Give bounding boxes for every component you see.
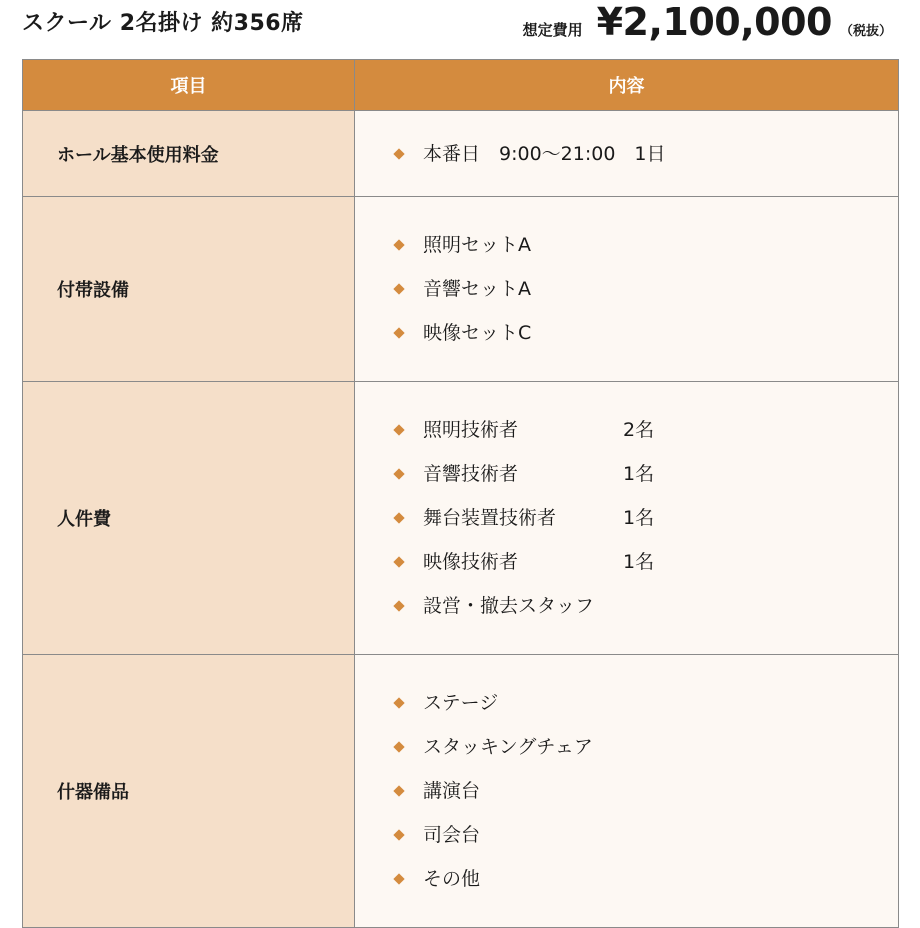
list-item-text: 映像技術者 xyxy=(423,551,519,573)
list-item xyxy=(395,584,898,628)
list-item xyxy=(395,132,898,176)
table-row xyxy=(23,111,899,197)
list-item-text: 映像セットC xyxy=(423,322,532,344)
diamond-bullet-icon xyxy=(393,239,404,250)
diamond-bullet-icon xyxy=(393,556,404,567)
list-item-quantity: 2名 xyxy=(623,419,655,441)
list-item-text: 音響技術者 xyxy=(423,463,519,485)
diamond-bullet-icon xyxy=(393,697,404,708)
list-item-text: 本番日 9:00〜21:00 1日 xyxy=(423,142,666,165)
list-item-text: その他 xyxy=(423,868,481,890)
list-item-text: 設営・撤去スタッフ xyxy=(423,595,595,617)
column-header-content: 内容 xyxy=(355,60,899,111)
table-row xyxy=(23,197,899,382)
row-item-label: 付帯設備 xyxy=(23,197,355,382)
plan-details-table xyxy=(22,59,899,928)
list-item xyxy=(395,452,898,496)
diamond-bullet-icon xyxy=(393,283,404,294)
diamond-bullet-icon xyxy=(393,600,404,611)
row-item-label: 人件費 xyxy=(23,382,355,655)
list-item-text: スタッキングチェア xyxy=(423,736,593,758)
content-list xyxy=(395,681,898,901)
diamond-bullet-icon xyxy=(393,785,404,796)
column-header-item: 項目 xyxy=(23,60,355,111)
diamond-bullet-icon xyxy=(393,829,404,840)
row-item-label: ホール基本使用料金 xyxy=(23,111,355,197)
table-header-row xyxy=(23,60,899,111)
content-list xyxy=(395,132,898,176)
list-item-text: 照明技術者 xyxy=(423,419,519,441)
list-item-quantity: 1名 xyxy=(623,463,655,485)
table-body xyxy=(23,111,899,928)
list-item xyxy=(395,496,898,540)
list-item xyxy=(395,267,898,311)
price-block xyxy=(523,0,892,44)
price-value: ¥2,100,000 xyxy=(596,0,832,44)
list-item-quantity: 1名 xyxy=(623,551,655,573)
table-row xyxy=(23,382,899,655)
list-item-text: 司会台 xyxy=(423,824,481,846)
list-item-quantity: 1名 xyxy=(623,507,655,529)
list-item xyxy=(395,857,898,901)
price-label: 想定費用 xyxy=(522,21,583,39)
row-item-label: 什器備品 xyxy=(23,655,355,928)
plan-title: スクール 2名掛け 約356席 xyxy=(22,11,304,36)
row-content xyxy=(355,197,899,382)
price-tax-note: （税抜） xyxy=(839,24,892,39)
list-item xyxy=(395,223,898,267)
list-item xyxy=(395,769,898,813)
list-item xyxy=(395,725,898,769)
list-item-text: 照明セットA xyxy=(423,234,531,256)
diamond-bullet-icon xyxy=(393,512,404,523)
list-item xyxy=(395,681,898,725)
content-list xyxy=(395,408,898,628)
row-content xyxy=(355,111,899,197)
list-item xyxy=(395,311,898,355)
list-item xyxy=(395,408,898,452)
table-row xyxy=(23,655,899,928)
list-item-text: 舞台装置技術者 xyxy=(423,507,557,529)
list-item-text: 講演台 xyxy=(423,780,481,802)
diamond-bullet-icon xyxy=(393,468,404,479)
page-header xyxy=(0,0,920,58)
row-content xyxy=(355,655,899,928)
diamond-bullet-icon xyxy=(393,148,404,159)
diamond-bullet-icon xyxy=(393,741,404,752)
diamond-bullet-icon xyxy=(393,327,404,338)
content-list xyxy=(395,223,898,355)
list-item xyxy=(395,813,898,857)
list-item-text: ステージ xyxy=(423,692,499,714)
list-item xyxy=(395,540,898,584)
list-item-text: 音響セットA xyxy=(423,278,531,300)
diamond-bullet-icon xyxy=(393,424,404,435)
row-content xyxy=(355,382,899,655)
diamond-bullet-icon xyxy=(393,873,404,884)
